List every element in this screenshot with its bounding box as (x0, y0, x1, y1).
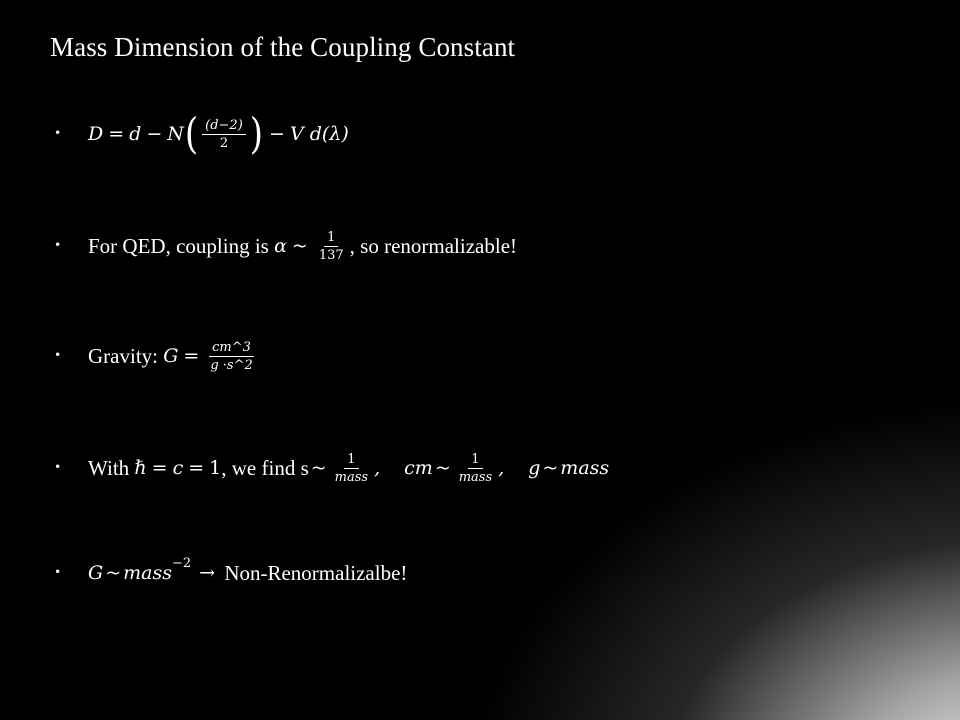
arrow-icon: → (199, 562, 216, 584)
slide-title: Mass Dimension of the Coupling Constant (50, 32, 516, 62)
fraction-1-over-mass: $\frac{1}{\text{mass}}$ (334, 451, 369, 485)
bullet-gravity: • Gravity: G = $\frac{cm\^{}3}{g \cdot s\^{}2}$ (55, 316, 935, 396)
bullet-non-renormalizable: • G ~ mass −2 → Non-Renormalizalbe! (55, 555, 408, 585)
fraction-cm3-over-gs2: $\frac{cm\^{}3}{g \cdot s\^{}2}$ (210, 339, 253, 373)
bullet-dot: • (55, 347, 61, 364)
bullet-natural-units: • With ℏ = c = 1 , we find s ~ $\frac{1}{\text{mass}}$ , cm ~ $\frac{1}{\text{mass}}$ , g ~ mass (55, 451, 610, 485)
formula-dimension: D = d − N ( $\frac{(d-2)}{2}$ ) − V d(λ) (88, 109, 349, 159)
bullet-dot: • (55, 237, 61, 254)
fraction-1-over-137: $\frac{1}{137}$ (318, 229, 344, 263)
fraction-1-over-mass: $\frac{1}{\text{mass}}$ (458, 451, 493, 485)
bullet-dimension-formula (55, 94, 935, 174)
bullet-dot: • (55, 459, 61, 476)
bullet-dot: • (55, 125, 61, 142)
bullet-qed: • For QED, coupling is α ~ $\frac{1}{137}$ , so renormalizable! (55, 229, 518, 263)
bullet-dot: • (55, 564, 61, 581)
fraction-d-minus-2-over-2: $\frac{(d-2)}{2}$ (202, 117, 246, 152)
